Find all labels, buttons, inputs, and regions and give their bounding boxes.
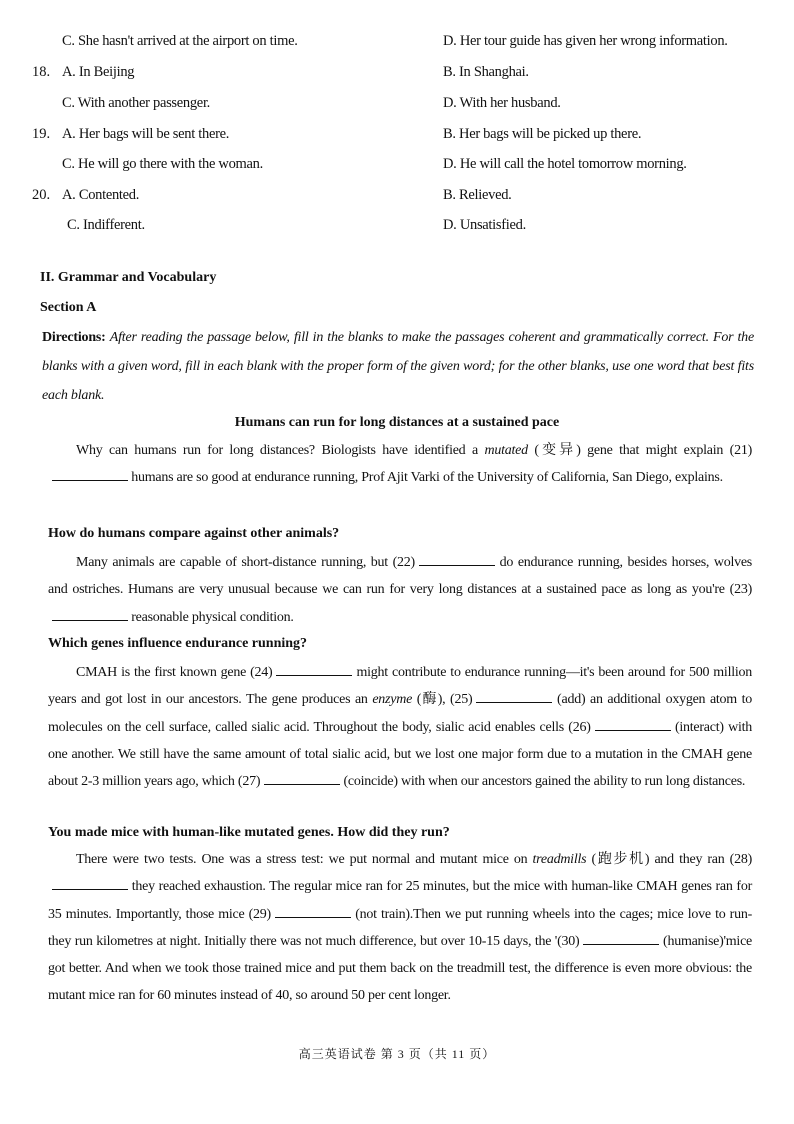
answer-option: B. Her bags will be picked up there. (443, 126, 642, 142)
answer-option: D. With her husband. (443, 95, 561, 111)
answer-option: C. She hasn't arrived at the airport on time. (62, 33, 298, 49)
passage-title: Humans can run for long distances at a sustained pace (234, 415, 560, 430)
directions-text: After reading the passage below, fill in the blanks to make the passages coherent and grammatically correct. For the blanks with a given word, fill in each blank with the proper form of the given word; for the other blanks, use one word that best fits each blank. (42, 330, 754, 403)
fill-blank[interactable] (264, 772, 340, 785)
text-segment: humans are so good at endurance running, Prof Ajit Varki of the University of California, San Diego, explains. (128, 470, 723, 486)
text-segment: (humanise)'mice got better. And when we took those trained mice and put them back on the treadmill test, the difference is even more obvious: the mutant mice ran for 60 minutes instead of 40, so around 50 per cent longer. (48, 933, 752, 1004)
answer-option: A. Her bags will be sent there. (62, 126, 230, 142)
directions-label: Directions: (42, 330, 106, 345)
italic-term: enzyme (372, 692, 413, 708)
answer-option: C. With another passenger. (62, 95, 210, 111)
fill-blank[interactable] (275, 905, 351, 918)
fill-blank[interactable] (52, 468, 128, 481)
answer-option: D. He will call the hotel tomorrow morning. (443, 156, 687, 172)
passage-subheading: You made mice with human-like mutated genes. How did they run? (48, 825, 450, 840)
fill-blank[interactable] (52, 877, 128, 890)
answer-option: B. Relieved. (443, 187, 512, 203)
text-segment: (跑步机) and they ran (28) (586, 852, 753, 867)
text-segment: CMAH is the first known gene (24) (76, 665, 273, 680)
text-segment: (变异) gene that might explain (21) (527, 443, 752, 458)
italic-term: treadmills (532, 852, 587, 867)
section-heading: II. Grammar and Vocabulary (40, 270, 217, 285)
passage-paragraph (48, 549, 752, 631)
passage-subheading: How do humans compare against other animals? (48, 526, 340, 541)
answer-option: C. Indifferent. (67, 217, 145, 233)
text-segment: There were two tests. One was a stress test: we put normal and mutant mice on (76, 852, 533, 867)
answer-option: D. Unsatisfied. (443, 217, 526, 233)
directions (42, 323, 754, 410)
text-segment: they reached exhaustion. The regular mice ran for 25 minutes, but the mice with human-like CMAH genes ran for 35 minutes. Importantly, those mice (29) (48, 879, 752, 922)
answer-option: D. Her tour guide has given her wrong information. (443, 33, 728, 49)
passage-subheading: Which genes influence endurance running? (48, 636, 308, 651)
text-segment: (add) an additional oxygen atom to molecules on the cell surface, called sialic acid. Throughout the body, sialic acid enables cells (26) (48, 692, 753, 735)
text-segment: might contribute to endurance running—it's been around for 500 million years and got lost in our ancestors. The gene produces an (48, 665, 752, 708)
text-segment: (酶), (25) (412, 692, 473, 708)
fill-blank[interactable] (583, 932, 659, 945)
passage-paragraph (48, 659, 752, 795)
text-segment: reasonable physical condition. (128, 609, 294, 625)
answer-option: A. Contented. (62, 187, 140, 203)
text-segment: (coincide) with when our ancestors gained the ability to run long distances. (340, 774, 746, 790)
subsection-heading: Section A (40, 300, 97, 315)
text-segment: (interact) with one another. We still have the same amount of total sialic acid, but we lost one major form due to a mutation in the CMAH gene about 2-3 million years ago, which (27) (48, 719, 752, 790)
text-segment: do endurance running, besides horses, wolves and ostriches. Humans are very unusual because we can run for very long distances at a sustained pace as long as you're (23) (48, 555, 752, 598)
fill-blank[interactable] (476, 690, 552, 703)
passage-paragraph (48, 846, 752, 1010)
text-segment: (not train).Then we put running wheels into the cages; mice love to run-they run kilometres at night. Initially there was not much difference, but over 10-15 days, the '(30) (48, 906, 752, 949)
question-number: 20. (32, 187, 51, 203)
italic-term: mutated (484, 443, 528, 458)
question-number: 18. (32, 64, 51, 80)
question-number: 19. (32, 126, 51, 142)
fill-blank[interactable] (419, 553, 495, 566)
text-segment: Many animals are capable of short-distance running, but (22) (76, 555, 415, 570)
passage-paragraph (48, 437, 752, 492)
text-segment: Why can humans run for long distances? Biologists have identified a (76, 443, 485, 458)
answer-option: B. In Shanghai. (443, 64, 529, 80)
fill-blank[interactable] (276, 663, 352, 676)
fill-blank[interactable] (52, 608, 128, 621)
page-footer: 高三英语试卷 第 3 页（共 11 页） (298, 1047, 496, 1061)
answer-option: A. In Beijing (62, 64, 135, 80)
answer-option: C. He will go there with the woman. (62, 156, 263, 172)
fill-blank[interactable] (595, 718, 671, 731)
